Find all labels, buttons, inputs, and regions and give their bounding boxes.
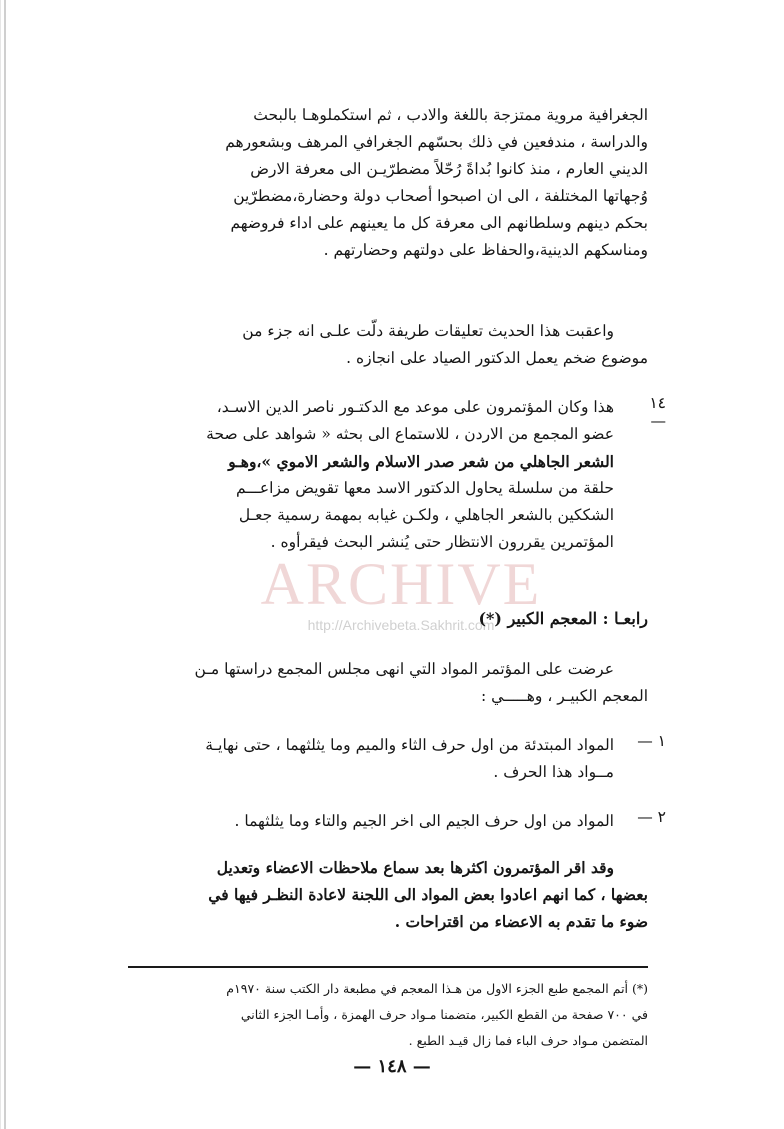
text-line: عرضت على المؤتمر المواد التي انهى مجلس المجمع دراستها مـن — [194, 660, 614, 678]
text-line: ومناسكهم الدينية،والحفاظ على دولتهم وحضارتهم . — [323, 241, 648, 259]
page-edge-shadow — [0, 0, 1, 1129]
text-line: مــواد هذا الحرف . — [493, 763, 614, 781]
footnote-line: المتضمن مـواد حرف الباء فما زال قيـد الطبع . — [408, 1033, 648, 1048]
list-item — [128, 808, 666, 835]
text-line: المواد من اول حرف الجيم الى اخر الجيم والتاء وما يثلثهما . — [234, 812, 614, 830]
paragraph-approval — [128, 854, 648, 935]
text-line-bold: بعضها ، كما انهم اعادوا بعض المواد الى اللجنة لاعادة النظـر فيها في — [208, 885, 648, 904]
page-number: — ١٤٨ — — [353, 1056, 431, 1077]
text-line: هذا وكان المؤتمرون على موعد مع الدكتـور ناصر الدين الاسـد، — [216, 398, 614, 416]
section-heading — [128, 605, 648, 632]
list-item — [128, 732, 666, 786]
text-line: واعقبت هذا الحديث تعليقات طريفة دلّت علـى انه جزء من — [242, 322, 614, 340]
text-line: موضوع ضخم يعمل الدكتور الصياد على انجازه . — [346, 349, 648, 367]
item-14 — [128, 394, 666, 556]
text-line-bold: الشعر الجاهلي من شعر صدر الاسلام والشعر الاموي »،وهـو — [228, 452, 614, 471]
text-line: والدراسة ، مندفعين في ذلك بحسّهم الجغرافي المرهف وبشعورهم — [225, 133, 648, 151]
paragraph-presented-materials — [128, 656, 648, 710]
text-line: المؤتمرين يقررون الانتظار حتى يُنشر البحث فيقرأوه . — [270, 533, 614, 551]
text-line-bold: وقد اقر المؤتمرون اكثرها بعد سماع ملاحظات الاعضاء وتعديل — [216, 858, 614, 877]
text-line: وُجهاتها المختلفة ، الى ان اصبحوا أصحاب دولة وحضارة،مضطرّين — [233, 187, 648, 205]
list-item-number: ١ — — [637, 732, 666, 750]
paragraph-geography — [128, 102, 648, 264]
text-line: المواد المبتدئة من اول حرف الثاء والميم وما يثلثهما ، حتى نهايـة — [205, 736, 614, 754]
page-edge — [4, 0, 6, 1129]
footnote-line: (*) أتم المجمع طبع الجزء الاول من هـذا المعجم في مطبعة دار الكتب سنة ١٩٧٠م — [226, 981, 648, 996]
section-heading-text: رابعـا : المعجم الكبير (*) — [478, 609, 648, 628]
text-line: بحكم دينهم وسلطانهم الى معرفة كل ما يعينهم على اداء فروضهم — [230, 214, 648, 232]
text-line: الجغرافية مروية ممتزجة باللغة والادب ، ثم استكملوهـا بالبحث — [253, 106, 648, 124]
text-line: الشككين بالشعر الجاهلي ، ولكـن غيابه بمهمة رسمية جعـل — [238, 506, 614, 524]
text-line: عضو المجمع من الاردن ، للاستماع الى بحثه « شواهد على صحة — [206, 425, 614, 443]
footnote-line: في ٧٠٠ صفحة من القطع الكبير، متضمنا مـواد حرف الهمزة ، وأمـا الجزء الثاني — [240, 1007, 648, 1022]
paragraph-comments — [128, 318, 648, 372]
item-number: ١٤ — — [649, 394, 666, 430]
text-line: المعجم الكبيـر ، وهـــــي : — [480, 687, 648, 705]
text-line: حلقة من سلسلة يحاول الدكتور الاسد معها تقويض مزاعـــم — [235, 479, 614, 497]
watermark-url: http://Archivebeta.Sakhrit.com — [307, 617, 495, 633]
footnote-divider — [128, 966, 648, 968]
watermark-title: ARCHIVE — [260, 551, 542, 617]
list-item-number: ٢ — — [637, 808, 666, 826]
text-line: الديني العارم ، منذ كانوا بُداةً رُحّلاً مضطرّيـن الى معرفة الارض — [250, 160, 648, 178]
footnote — [128, 976, 648, 1054]
text-line-bold: ضوء ما تقدم به الاعضاء من اقتراحات . — [394, 912, 648, 931]
